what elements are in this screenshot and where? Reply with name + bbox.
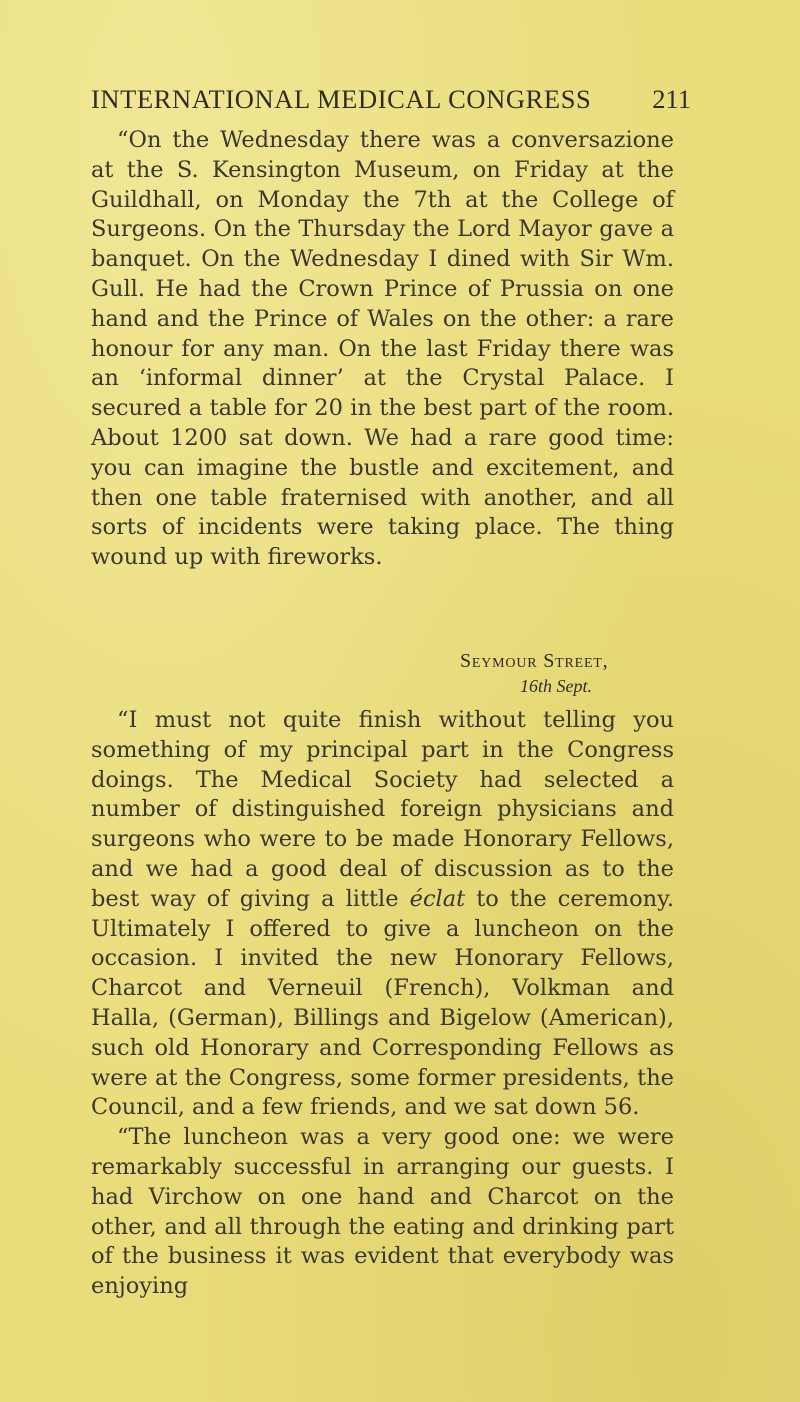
paragraph-honorary-fellows-part1: “I must not quite finish without telling you something of my principal part in the Congress doings. The Medical Society had selected a number of distinguished foreign physicians and surgeons who were to be made Honorary Fellows, and we had a good deal of discussion as to the best way of giving a little [91, 707, 674, 912]
paragraph-honorary-fellows-part2: to the ceremony. Ultimately I offered to give a luncheon on the occasion. I invited the new Honorary Fellows, Charcot and Verneuil (French), Volkman and Halla, (German), Billings and Bigelow (American), such old Honorary and Corresponding Fellows as were at the Congress, some former presidents, the Council, and a few friends, and we sat down 56. [91, 885, 674, 1121]
paragraph-luncheon: “The luncheon was a very good one: we were remarkably successful in arranging our guests. I had Virchow on one hand and Charcot on the other, and all through the eating and drinking part of the business it was evident that everybody was enjoying [91, 1124, 674, 1300]
letter-dateline [460, 648, 700, 698]
running-title: INTERNATIONAL MEDICAL CONGRESS [91, 84, 592, 114]
dateline-place: Seymour Street, [460, 650, 609, 672]
running-head [91, 84, 691, 118]
paragraph-block-2 [91, 706, 674, 1302]
paragraph-honorary-fellows [91, 706, 674, 1123]
page-number: 211 [652, 84, 691, 114]
paragraph-conversazione: “On the Wednesday there was a conversazione at the S. Kensington Museum, on Friday at the Guildhall, on Monday the 7th at the College of Surgeons. On the Thursday the Lord Mayor gave a banquet. On the Wednesday I dined with Sir Wm. Gull. He had the Crown Prince of Prussia on one hand and the Prince of Wales on the other: a rare honour for any man. On the last Friday there was an ‘informal dinner’ at the Crystal Palace. I secured a table for 20 in the best part of the room. About 1200 sat down. We had a rare good time: you can imagine the bustle and excitement, and then one table fraternised with another, and all sorts of incidents were taking place. The thing wound up with fireworks. [91, 127, 674, 571]
eclat-italic: éclat [409, 885, 466, 912]
dateline-date: 16th Sept. [520, 676, 592, 696]
paragraph-block-1 [91, 126, 674, 573]
